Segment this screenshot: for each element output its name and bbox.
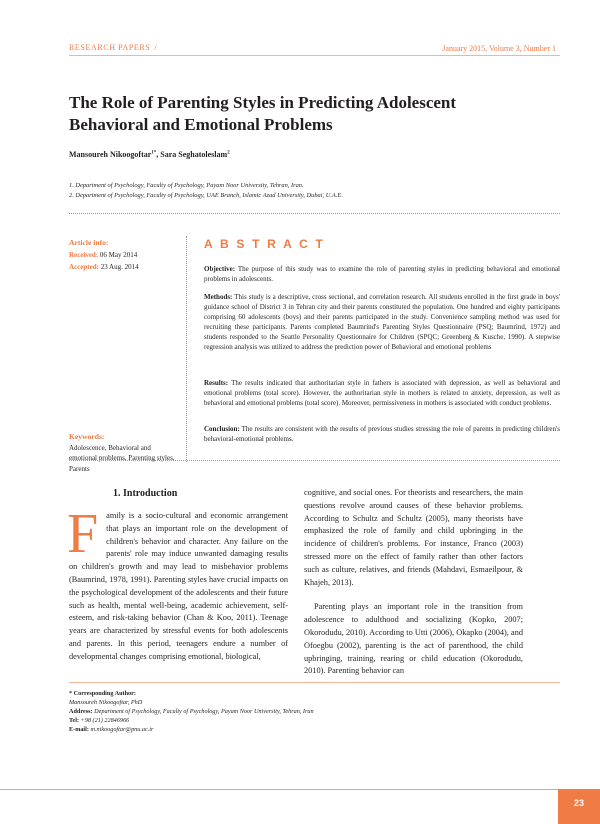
methods-text: This study is a descriptive, cross sectional, and correlation research. All students enrolled in the first grade in boys' guidance school of District 3 in Tehran city and their parents constituted the population. One hundred and eighty participants comprising 60 adolescents (boys) and their parents participated in the study. Convenience sampling method was used for recruiting these participants. Parents completed Baumrind's Parenting Styles Questionnaire (PSQ; Baumrind, 1972) and students responded to the Seattle Personality Questionnaire for Children (SPQC; Greenberg & Kusche, 1990). A stepwise regression analysis was utilized to address the prediction power of Behavioral and emotional problems (204, 293, 560, 351)
header-rule (69, 213, 560, 214)
tel-text: +98 (21) 22846966 (80, 717, 130, 724)
keywords-text: Adolescence, Behavioral and emotional problems, Parenting styles, Parents (69, 444, 175, 473)
corresponding-name (69, 699, 142, 706)
footer-rule (0, 789, 600, 790)
methods-label: Methods: (204, 293, 233, 301)
results-label: Results: (204, 379, 229, 387)
tel-label: Tel: (69, 717, 80, 724)
abstract-methods (204, 292, 560, 352)
author-list (69, 150, 230, 159)
author-separator: , (156, 150, 161, 159)
abstract-heading: A B S T R A C T (204, 237, 325, 251)
author-1-marker: 1* (151, 150, 157, 156)
conclusion-label: Conclusion: (204, 425, 240, 433)
abstract-results (204, 378, 560, 408)
article-info-heading: Article info: (69, 238, 109, 247)
received-row (69, 251, 137, 259)
email-label: E-mail: (69, 726, 89, 733)
section-label-text: RESEARCH PAPERS (69, 43, 151, 52)
accepted-date: 23 Aug. 2014 (100, 263, 139, 271)
results-text: The results indicated that authoritarian style in fathers is associated with depression, as well as behavioral and emotional problems (total score). However, the authoritarian style in mothers is related to anxiety, depression, as well as behavioral and emotional problems (total score). Moreover, permissiveness in mothers is associated with conduct problems. (204, 379, 560, 407)
author-1: Mansoureh Nikoogoftar (69, 150, 152, 159)
corresponding-label: * Corresponding Author: (69, 690, 136, 697)
author-2-marker: 2 (227, 150, 230, 156)
article-title: The Role of Parenting Styles in Predicting Adolescent Behavioral and Emotional Problems (69, 93, 457, 134)
section-label (69, 43, 157, 52)
objective-text: The purpose of this study was to examine the role of parenting styles in predicting behavioral and emotional problems in adolescents. (204, 265, 561, 283)
accepted-row (69, 263, 139, 271)
abstract-objective (204, 264, 560, 284)
corresponding-title (69, 690, 136, 697)
corresponding-address (69, 708, 314, 715)
abstract-conclusion (204, 424, 560, 444)
drop-cap: F (67, 503, 99, 565)
introduction-heading: 1. Introduction (113, 488, 178, 499)
abstract-rule (69, 460, 560, 461)
conclusion-text: The results are consistent with the results of previous studies stressing the role of parents in predicting children's behavioral-emotional problems. (204, 425, 560, 443)
page-number: 23 (558, 789, 600, 824)
corresponding-tel (69, 717, 129, 724)
affiliation-2: 2. Department of Psychology, Faculty of Psychology, UAE Branch, Islamic Azad University, Dubai, U.A.E. (69, 192, 343, 199)
issue-info: January 2015, Volume 3, Number 1 (442, 44, 556, 53)
column-divider (186, 236, 187, 462)
intro-column-right (304, 487, 523, 678)
corresponding-email (69, 726, 153, 733)
intro-paragraph-2: cognitive, and social ones. For theorists and researchers, the main questions revolve around causes of these behavior problems. According to Schultz and Schultz (2005), many theorists have emphasized the role of family and child upbringing in the incidence of children's problems. For instance, Franco (2003) stressed more on the effect of family rather than other factors such as culture, relatives, and friends (Mahdavi, Esmaeilpour, & Khajeh, 2013). (304, 488, 523, 587)
section-separator: / (154, 43, 158, 52)
received-date: 06 May 2014 (99, 251, 138, 259)
address-text: Department of Psychology, Faculty of Psychology, Payam Noor University, Tehran, Iran (94, 708, 314, 715)
intro-paragraph-3: Parenting plays an important role in the transition from adolescence to adulthood and socializing (Kopko, 2007; Okorodudu, 2010). According to Utti (2006), Okapko (2004), and Ofoegbu (2002), parenting is the act of parenthood, the child upbringing, training, rearing or child education (Okorodudu, 2010). Parenting behavior can (304, 602, 523, 676)
objective-label: Objective: (204, 265, 236, 273)
address-label: Address: (69, 708, 93, 715)
author-2: Sara Seghatoleslam (160, 150, 228, 159)
intro-paragraph-1: amily is a socio-cultural and economic arrangement that plays an important role on the development of children's behavior and character. Any failure on the parents' role may induce unwanted damaging results on children's growth and may lead to misbehavior problems (Baumrind, 1978, 1991). Parenting styles have crucial impacts on the psychological development of the adolescents and their future such as health, mental well-being, academic achievement, self-esteem, and risk-taking behavior (Chan & Koo, 2011). Teenage years are characterized by stressful events for both adolescents and parents. In this period, teenagers endure a number of developmental changes comprising emotional, biological, (69, 511, 288, 661)
email-text: m.nikoogoftar@pnu.ac.ir (90, 726, 154, 733)
affiliation-1: 1. Department of Psychology, Faculty of Psychology, Payam Noor University, Tehran, Iran. (69, 182, 304, 189)
footnote-rule (69, 682, 560, 683)
keywords-heading: Keywords: (69, 432, 105, 441)
accepted-label: Accepted: (69, 263, 99, 271)
corresponding-name-text: Mansoureh Nikoogoftar, PhD (69, 699, 143, 706)
received-label: Received: (69, 251, 99, 259)
intro-column-left (67, 503, 288, 664)
header-divider (69, 55, 560, 56)
